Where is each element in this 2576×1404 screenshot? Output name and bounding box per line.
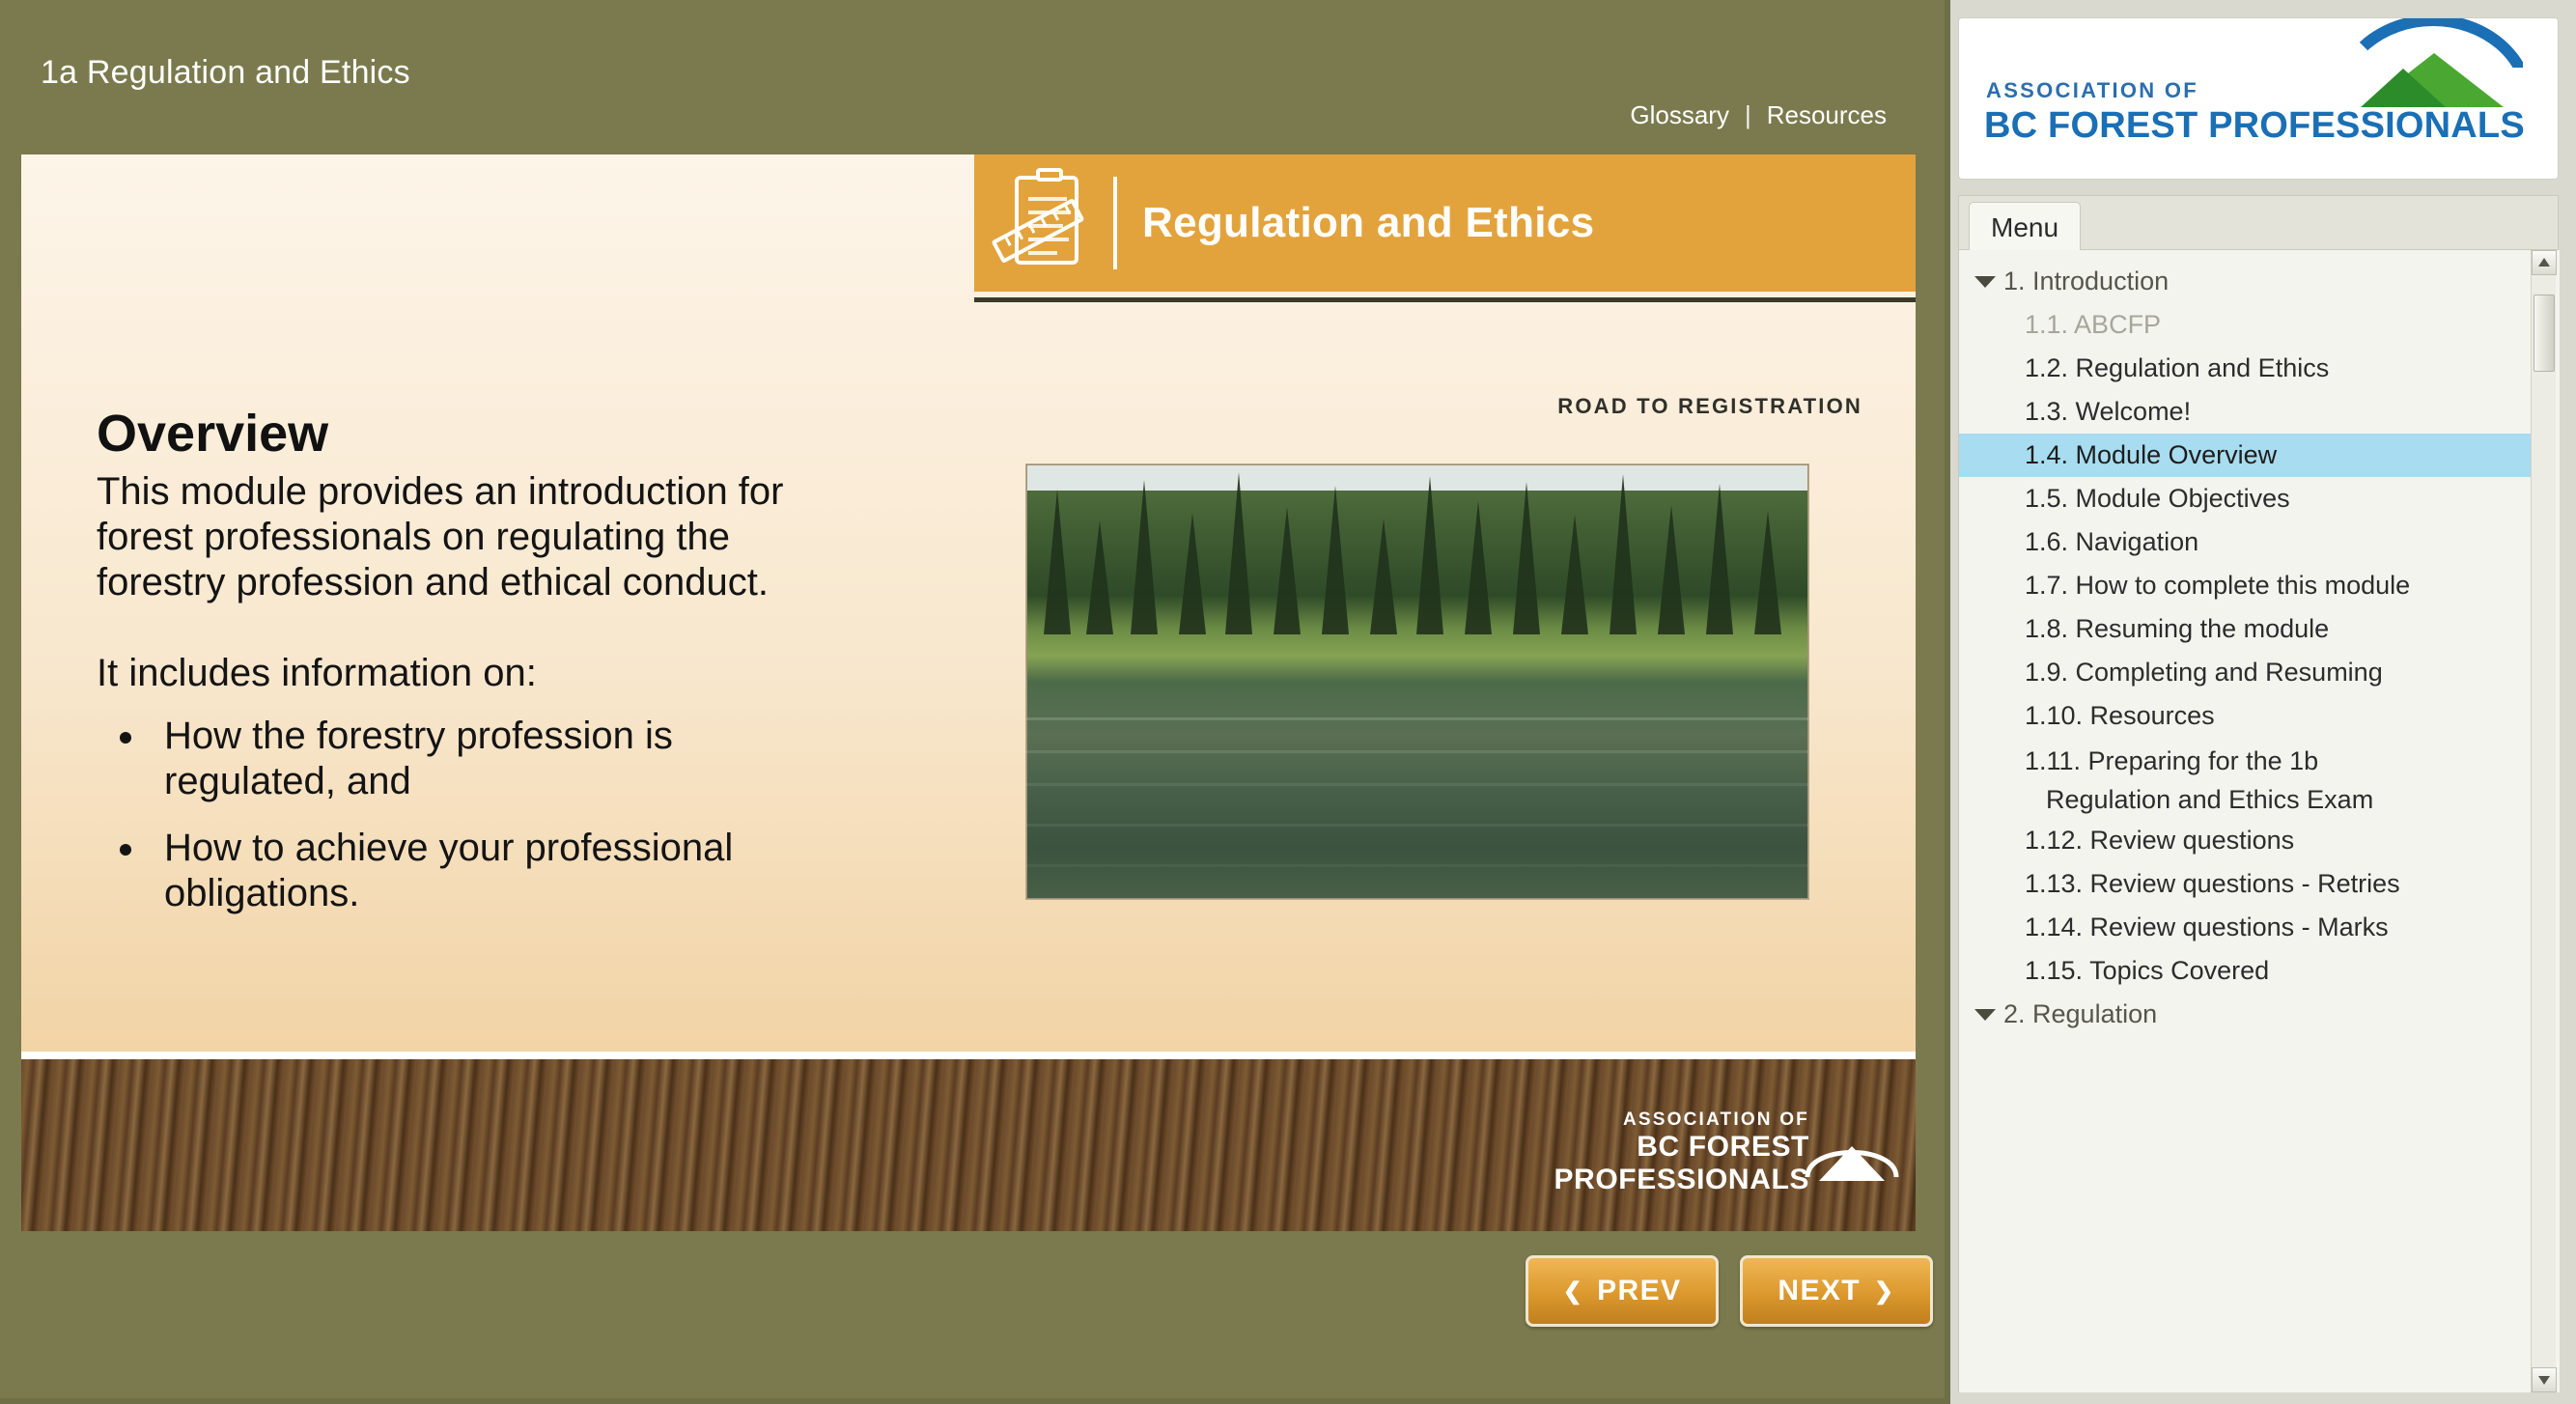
- slide-heading: Overview: [97, 405, 329, 463]
- menu-item-label: 1.12. Review questions: [2025, 826, 2295, 855]
- menu-item-label: 1.8. Resuming the module: [2025, 614, 2330, 643]
- menu-item-label: 1.5. Module Objectives: [2025, 484, 2290, 513]
- menu-item-list[interactable]: [1959, 250, 2560, 1392]
- menu-item-label: 1.3. Welcome!: [2025, 397, 2192, 426]
- menu-tabbar: [1959, 196, 2558, 250]
- logo-mountain-small-icon: [2361, 69, 2446, 107]
- slide-footer-logo: [1520, 1109, 1809, 1196]
- slide-bullet-list: [97, 714, 830, 917]
- banner-divider: [1113, 177, 1117, 269]
- menu-group-regulation[interactable]: [1959, 993, 2560, 1036]
- chevron-left-icon: ❮: [1562, 1278, 1584, 1305]
- menu-item-label: 1. Introduction: [2003, 267, 2170, 295]
- page-title: 1a Regulation and Ethics: [41, 54, 410, 91]
- menu-item-topics-covered[interactable]: [1959, 949, 2560, 993]
- brand-logo-line1: ASSOCIATION OF: [1986, 78, 2199, 102]
- menu-item-label: 1.10. Resources: [2025, 701, 2215, 730]
- menu-item-label: 1.4. Module Overview: [2025, 440, 2278, 469]
- slide-paragraph: This module provides an introduction for forest professionals on regulating the forestry profession and ethical conduct.: [97, 470, 784, 604]
- tab-menu[interactable]: Menu: [1969, 202, 2081, 253]
- chevron-right-icon: ❯: [1874, 1278, 1895, 1305]
- brand-logo: [1958, 17, 2559, 180]
- menu-item-module-objectives[interactable]: [1959, 477, 2560, 520]
- menu-item-completing-and-resuming[interactable]: [1959, 651, 2560, 694]
- banner-rule: [974, 297, 1916, 302]
- menu-item-label: 1.14. Review questions - Marks: [2025, 913, 2389, 941]
- menu-item-welcome[interactable]: [1959, 390, 2560, 434]
- scroll-up-button[interactable]: [2532, 250, 2557, 275]
- menu-item-label: 1.1. ABCFP: [2025, 310, 2162, 339]
- slide-body: [97, 404, 830, 939]
- prev-button-label: PREV: [1597, 1275, 1682, 1306]
- list-item: • How the forestry profession is regulated, and: [149, 714, 830, 804]
- scrollbar-thumb[interactable]: [2534, 295, 2555, 372]
- menu-item-label: 1.11. Preparing for the 1b: [2025, 746, 2319, 775]
- resources-link[interactable]: Resources: [1766, 100, 1887, 129]
- menu-item-label-line2: Regulation and Ethics Exam: [2046, 785, 2374, 814]
- slide-banner: [974, 154, 1916, 292]
- menu-item-label: 1.15. Topics Covered: [2025, 956, 2270, 985]
- chevron-down-icon: [1974, 276, 1996, 288]
- next-button[interactable]: [1740, 1255, 1933, 1327]
- link-separator: |: [1744, 100, 1751, 129]
- menu-panel: [1958, 195, 2559, 1392]
- mountain-arc-icon: [1802, 1125, 1902, 1185]
- menu-item-abcfp[interactable]: [1959, 303, 2560, 347]
- menu-item-label: 1.7. How to complete this module: [2025, 571, 2411, 600]
- clipboard-ruler-icon: [997, 170, 1104, 276]
- brand-logo-line2: BC FOREST PROFESSIONALS: [1984, 105, 2525, 146]
- header-links: [1630, 100, 1887, 130]
- chevron-down-icon: [1974, 1009, 1996, 1021]
- menu-item-review-questions-retries[interactable]: [1959, 862, 2560, 906]
- menu-item-label: 1.13. Review questions - Retries: [2025, 869, 2400, 898]
- menu-item-regulation-and-ethics[interactable]: [1959, 347, 2560, 390]
- glossary-link[interactable]: Glossary: [1630, 100, 1729, 129]
- menu-item-label: 1.6. Navigation: [2025, 527, 2199, 556]
- navigation-buttons: [1526, 1255, 1933, 1327]
- list-item: • How to achieve your professional obligations.: [149, 826, 830, 916]
- next-button-label: NEXT: [1778, 1275, 1862, 1306]
- menu-item-label: 1.9. Completing and Resuming: [2025, 658, 2383, 687]
- menu-item-label: 1.2. Regulation and Ethics: [2025, 353, 2330, 382]
- menu-scrollbar[interactable]: [2531, 250, 2556, 1392]
- menu-item-module-overview[interactable]: [1959, 434, 2533, 477]
- slide-footer-logo-line2: BC FOREST PROFESSIONALS: [1554, 1131, 1809, 1195]
- menu-item-review-questions-marks[interactable]: [1959, 906, 2560, 949]
- menu-item-resources[interactable]: [1959, 694, 2560, 738]
- player-header: [0, 0, 1945, 154]
- slide-includes-intro: It includes information on:: [97, 651, 537, 694]
- menu-item-resuming-the-module[interactable]: [1959, 607, 2560, 651]
- prev-button[interactable]: [1526, 1255, 1719, 1327]
- side-panel: [1958, 17, 2559, 1392]
- menu-item-navigation[interactable]: [1959, 520, 2560, 564]
- menu-item-review-questions[interactable]: [1959, 819, 2560, 862]
- scroll-down-button[interactable]: [2532, 1367, 2557, 1392]
- slide-footer-logo-line1: ASSOCIATION OF: [1622, 1109, 1809, 1130]
- menu-item-how-to-complete[interactable]: [1959, 564, 2560, 607]
- menu-item-label: 2. Regulation: [2003, 999, 2158, 1028]
- forest-river-photo: [1025, 463, 1809, 900]
- banner-subtitle: ROAD TO REGISTRATION: [1557, 394, 1862, 418]
- menu-item-preparing-for-exam[interactable]: [1959, 738, 2560, 819]
- bark-footer-band: [21, 1052, 1916, 1231]
- slide-canvas: [21, 154, 1916, 1231]
- menu-group-introduction[interactable]: [1959, 260, 2560, 303]
- banner-title: Regulation and Ethics: [1142, 199, 1595, 246]
